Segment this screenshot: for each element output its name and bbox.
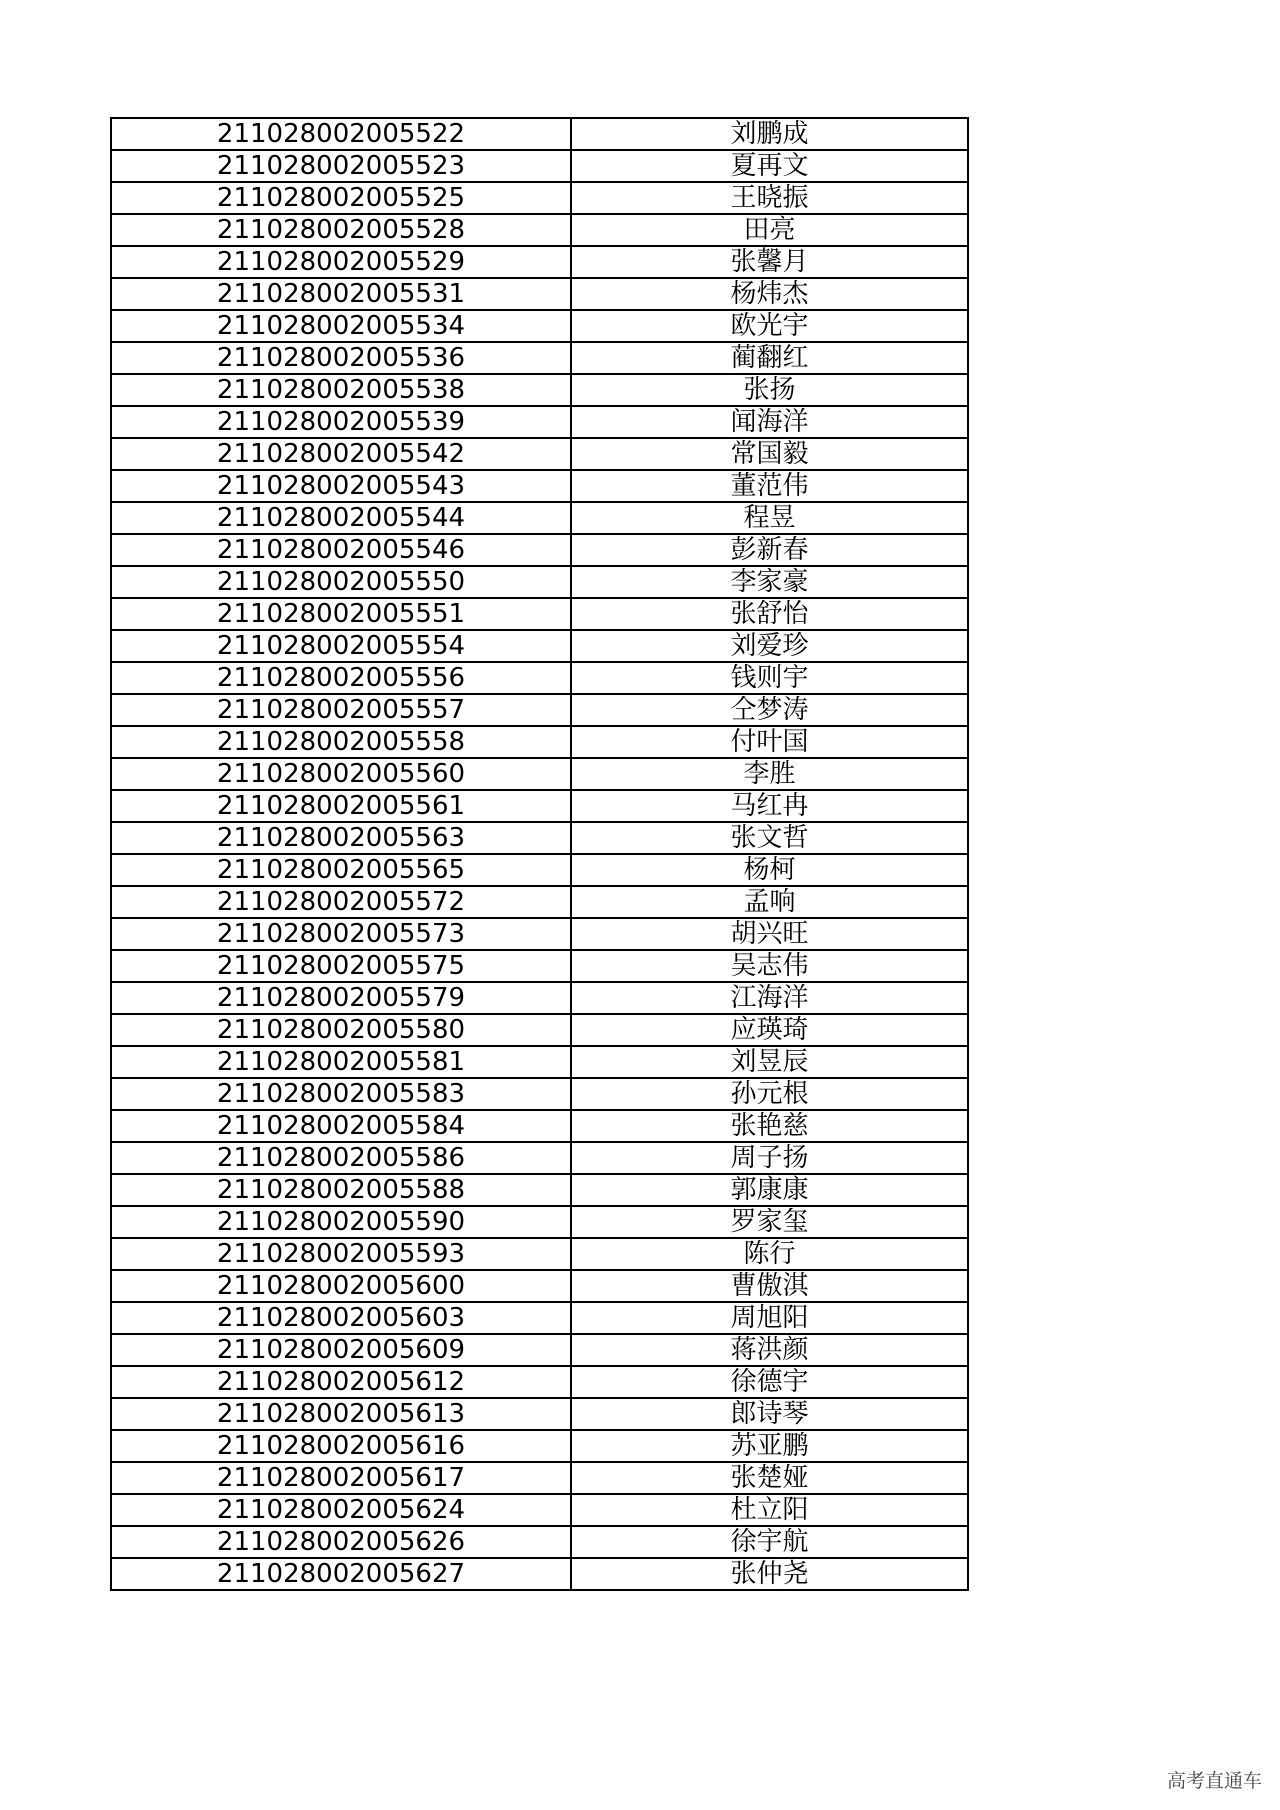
- table-row: [111, 726, 968, 758]
- candidate-id-cell: 211028002005522: [111, 118, 571, 150]
- candidate-id-cell: 211028002005543: [111, 470, 571, 502]
- table-row: [111, 1398, 968, 1430]
- admission-list-table: [110, 117, 969, 1591]
- candidate-id-cell: 211028002005590: [111, 1206, 571, 1238]
- table-row: [111, 566, 968, 598]
- candidate-id-cell: 211028002005551: [111, 598, 571, 630]
- candidate-id-cell: 211028002005563: [111, 822, 571, 854]
- candidate-name-cell: 杨柯: [571, 854, 968, 886]
- candidate-id-cell: 211028002005556: [111, 662, 571, 694]
- candidate-id-cell: 211028002005572: [111, 886, 571, 918]
- table-row: [111, 470, 968, 502]
- candidate-id-cell: 211028002005627: [111, 1558, 571, 1590]
- candidate-id-cell: 211028002005523: [111, 150, 571, 182]
- candidate-id-cell: 211028002005529: [111, 246, 571, 278]
- candidate-name-cell: 张楚娅: [571, 1462, 968, 1494]
- table-row: [111, 598, 968, 630]
- candidate-name-cell: 张扬: [571, 374, 968, 406]
- candidate-id-cell: 211028002005538: [111, 374, 571, 406]
- candidate-id-cell: 211028002005557: [111, 694, 571, 726]
- candidate-id-cell: 211028002005525: [111, 182, 571, 214]
- candidate-name-cell: 吴志伟: [571, 950, 968, 982]
- table-body: [111, 118, 968, 1590]
- candidate-id-cell: 211028002005579: [111, 982, 571, 1014]
- candidate-id-cell: 211028002005539: [111, 406, 571, 438]
- candidate-id-cell: 211028002005550: [111, 566, 571, 598]
- candidate-id-cell: 211028002005584: [111, 1110, 571, 1142]
- table-row: [111, 918, 968, 950]
- table-row: [111, 982, 968, 1014]
- candidate-id-cell: 211028002005546: [111, 534, 571, 566]
- candidate-name-cell: 李家豪: [571, 566, 968, 598]
- candidate-name-cell: 周子扬: [571, 1142, 968, 1174]
- candidate-id-cell: 211028002005580: [111, 1014, 571, 1046]
- candidate-id-cell: 211028002005600: [111, 1270, 571, 1302]
- candidate-name-cell: 孙元根: [571, 1078, 968, 1110]
- candidate-id-cell: 211028002005531: [111, 278, 571, 310]
- candidate-name-cell: 应瑛琦: [571, 1014, 968, 1046]
- table-row: [111, 246, 968, 278]
- candidate-name-cell: 欧光宇: [571, 310, 968, 342]
- candidate-id-cell: 211028002005593: [111, 1238, 571, 1270]
- candidate-id-cell: 211028002005560: [111, 758, 571, 790]
- table-row: [111, 1366, 968, 1398]
- table-row: [111, 854, 968, 886]
- candidate-name-cell: 王晓振: [571, 182, 968, 214]
- candidate-name-cell: 郭康康: [571, 1174, 968, 1206]
- table-row: [111, 1270, 968, 1302]
- candidate-id-cell: 211028002005573: [111, 918, 571, 950]
- candidate-name-cell: 张舒怡: [571, 598, 968, 630]
- candidate-name-cell: 张艳慈: [571, 1110, 968, 1142]
- candidate-name-cell: 张馨月: [571, 246, 968, 278]
- candidate-id-cell: 211028002005534: [111, 310, 571, 342]
- candidate-id-cell: 211028002005588: [111, 1174, 571, 1206]
- candidate-name-cell: 苏亚鹏: [571, 1430, 968, 1462]
- table-row: [111, 694, 968, 726]
- table-row: [111, 406, 968, 438]
- candidate-name-cell: 彭新春: [571, 534, 968, 566]
- candidate-name-cell: 程昱: [571, 502, 968, 534]
- candidate-id-cell: 211028002005612: [111, 1366, 571, 1398]
- table-row: [111, 182, 968, 214]
- candidate-id-cell: 211028002005575: [111, 950, 571, 982]
- table-row: [111, 822, 968, 854]
- watermark-text: 高考直通车: [1166, 1770, 1262, 1792]
- candidate-name-cell: 陈行: [571, 1238, 968, 1270]
- table-row: [111, 118, 968, 150]
- table-row: [111, 662, 968, 694]
- candidate-name-cell: 仝梦涛: [571, 694, 968, 726]
- candidate-name-cell: 钱则宇: [571, 662, 968, 694]
- candidate-name-cell: 郎诗琴: [571, 1398, 968, 1430]
- candidate-name-cell: 张仲尧: [571, 1558, 968, 1590]
- table-row: [111, 1526, 968, 1558]
- table-row: [111, 438, 968, 470]
- table-row: [111, 374, 968, 406]
- candidate-name-cell: 夏再文: [571, 150, 968, 182]
- candidate-name-cell: 刘鹏成: [571, 118, 968, 150]
- table-row: [111, 278, 968, 310]
- table-row: [111, 1110, 968, 1142]
- candidate-name-cell: 付叶国: [571, 726, 968, 758]
- table-row: [111, 1334, 968, 1366]
- candidate-name-cell: 刘爱珍: [571, 630, 968, 662]
- candidate-id-cell: 211028002005565: [111, 854, 571, 886]
- table-row: [111, 630, 968, 662]
- table-row: [111, 1174, 968, 1206]
- table-row: [111, 1302, 968, 1334]
- candidate-id-cell: 211028002005617: [111, 1462, 571, 1494]
- candidate-id-cell: 211028002005554: [111, 630, 571, 662]
- candidate-name-cell: 杨炜杰: [571, 278, 968, 310]
- table-row: [111, 214, 968, 246]
- table-row: [111, 1046, 968, 1078]
- candidate-id-cell: 211028002005558: [111, 726, 571, 758]
- table-row: [111, 342, 968, 374]
- candidate-name-cell: 张文哲: [571, 822, 968, 854]
- table-row: [111, 534, 968, 566]
- table-row: [111, 1430, 968, 1462]
- candidate-id-cell: 211028002005613: [111, 1398, 571, 1430]
- candidate-id-cell: 211028002005536: [111, 342, 571, 374]
- candidate-name-cell: 刘昱辰: [571, 1046, 968, 1078]
- candidate-name-cell: 曹傲淇: [571, 1270, 968, 1302]
- candidate-name-cell: 蒋洪颜: [571, 1334, 968, 1366]
- table-row: [111, 150, 968, 182]
- table-row: [111, 502, 968, 534]
- table-row: [111, 310, 968, 342]
- candidate-name-cell: 徐德宇: [571, 1366, 968, 1398]
- candidate-id-cell: 211028002005616: [111, 1430, 571, 1462]
- candidate-id-cell: 211028002005581: [111, 1046, 571, 1078]
- candidate-name-cell: 周旭阳: [571, 1302, 968, 1334]
- table-row: [111, 1462, 968, 1494]
- candidate-id-cell: 211028002005626: [111, 1526, 571, 1558]
- table-row: [111, 886, 968, 918]
- candidate-name-cell: 田亮: [571, 214, 968, 246]
- candidate-id-cell: 211028002005624: [111, 1494, 571, 1526]
- candidate-name-cell: 常国毅: [571, 438, 968, 470]
- table-row: [111, 1494, 968, 1526]
- table-row: [111, 950, 968, 982]
- candidate-id-cell: 211028002005583: [111, 1078, 571, 1110]
- candidate-name-cell: 董范伟: [571, 470, 968, 502]
- candidate-name-cell: 徐宇航: [571, 1526, 968, 1558]
- candidate-id-cell: 211028002005603: [111, 1302, 571, 1334]
- candidate-name-cell: 杜立阳: [571, 1494, 968, 1526]
- table-row: [111, 1142, 968, 1174]
- candidate-name-cell: 罗家玺: [571, 1206, 968, 1238]
- table-row: [111, 1238, 968, 1270]
- candidate-name-cell: 马红冉: [571, 790, 968, 822]
- candidate-name-cell: 胡兴旺: [571, 918, 968, 950]
- candidate-id-cell: 211028002005528: [111, 214, 571, 246]
- table-row: [111, 758, 968, 790]
- candidate-name-cell: 孟响: [571, 886, 968, 918]
- candidate-id-cell: 211028002005586: [111, 1142, 571, 1174]
- candidate-id-cell: 211028002005542: [111, 438, 571, 470]
- candidate-id-cell: 211028002005544: [111, 502, 571, 534]
- candidate-name-cell: 李胜: [571, 758, 968, 790]
- candidate-name-cell: 闻海洋: [571, 406, 968, 438]
- table-row: [111, 1206, 968, 1238]
- candidate-id-cell: 211028002005609: [111, 1334, 571, 1366]
- table-row: [111, 1014, 968, 1046]
- table-row: [111, 1558, 968, 1590]
- candidate-id-cell: 211028002005561: [111, 790, 571, 822]
- candidate-name-cell: 江海洋: [571, 982, 968, 1014]
- table-row: [111, 1078, 968, 1110]
- candidate-name-cell: 蔺翻红: [571, 342, 968, 374]
- table-row: [111, 790, 968, 822]
